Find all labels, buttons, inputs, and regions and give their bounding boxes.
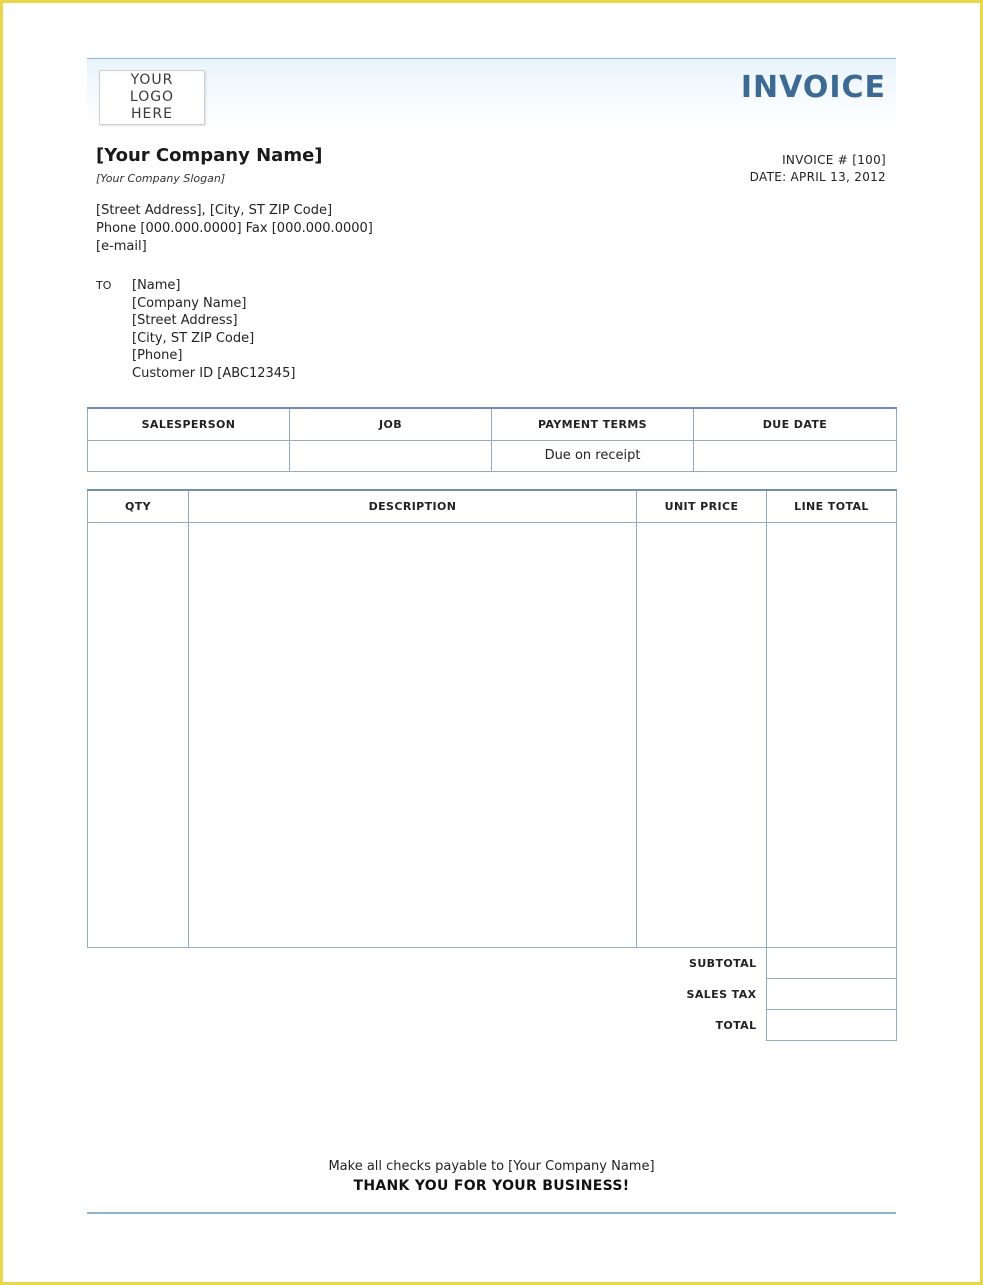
invoice-date: DATE: APRIL 13, 2012	[749, 170, 886, 184]
unit-price-column	[637, 522, 767, 947]
invoice-meta	[636, 152, 886, 186]
payment-terms-cell: Due on receipt	[492, 440, 694, 471]
recipient-street: [Street Address]	[132, 313, 238, 329]
payment-terms-header: PAYMENT TERMS	[492, 408, 694, 440]
total-value	[766, 1010, 896, 1041]
logo-placeholder	[99, 70, 205, 125]
company-address	[96, 202, 373, 256]
salesperson-cell	[88, 440, 290, 471]
recipient-block	[132, 277, 295, 383]
job-header: JOB	[290, 408, 492, 440]
company-email: [e-mail]	[96, 239, 147, 254]
company-name: [Your Company Name]	[96, 145, 323, 166]
subtotal-value	[766, 948, 896, 979]
recipient-name: [Name]	[132, 278, 181, 293]
invoice-title: INVOICE	[740, 70, 886, 105]
recipient-customer-id: Customer ID [ABC12345]	[132, 365, 296, 381]
recipient-city: [City, ST ZIP Code]	[132, 330, 255, 346]
invoice-number: INVOICE # [100]	[782, 153, 886, 167]
description-column	[189, 522, 637, 947]
due-date-header: DUE DATE	[694, 408, 897, 440]
company-phone-fax: Phone [000.000.0000] Fax [000.000.0000]	[96, 221, 373, 236]
qty-column	[88, 522, 189, 947]
due-date-cell	[694, 440, 897, 471]
subtotal-label: SUBTOTAL	[689, 956, 757, 970]
recipient-phone: [Phone]	[132, 348, 183, 364]
order-info-table	[87, 407, 897, 472]
job-cell	[290, 440, 492, 471]
footer-divider	[87, 1212, 896, 1214]
salesperson-header: SALESPERSON	[88, 408, 290, 440]
sales-tax-value	[766, 979, 896, 1010]
line-items-header-row	[88, 490, 897, 522]
thank-you-message: THANK YOU FOR YOUR BUSINESS!	[353, 1178, 630, 1194]
recipient-company: [Company Name]	[132, 295, 247, 311]
description-header: DESCRIPTION	[189, 490, 637, 522]
order-info-header-row	[88, 408, 897, 440]
to-label: TO	[96, 279, 112, 292]
totals-table	[636, 947, 897, 1041]
line-items-table	[87, 489, 897, 948]
qty-header: QTY	[88, 490, 189, 522]
line-total-column	[767, 522, 897, 947]
payable-note: Make all checks payable to [Your Company Name]	[328, 1159, 655, 1174]
subtotal-row	[636, 948, 896, 979]
total-row	[636, 1010, 896, 1041]
line-total-header: LINE TOTAL	[767, 490, 897, 522]
company-street-line: [Street Address], [City, ST ZIP Code]	[96, 203, 333, 218]
order-info-row	[88, 440, 897, 471]
unit-price-header: UNIT PRICE	[637, 490, 767, 522]
line-items-body	[88, 522, 897, 947]
total-label: TOTAL	[715, 1018, 757, 1032]
company-slogan: [Your Company Slogan]	[96, 172, 226, 185]
sales-tax-label: SALES TAX	[686, 987, 757, 1001]
logo-text: YOUR LOGO HERE	[129, 72, 175, 122]
sales-tax-row	[636, 979, 896, 1010]
